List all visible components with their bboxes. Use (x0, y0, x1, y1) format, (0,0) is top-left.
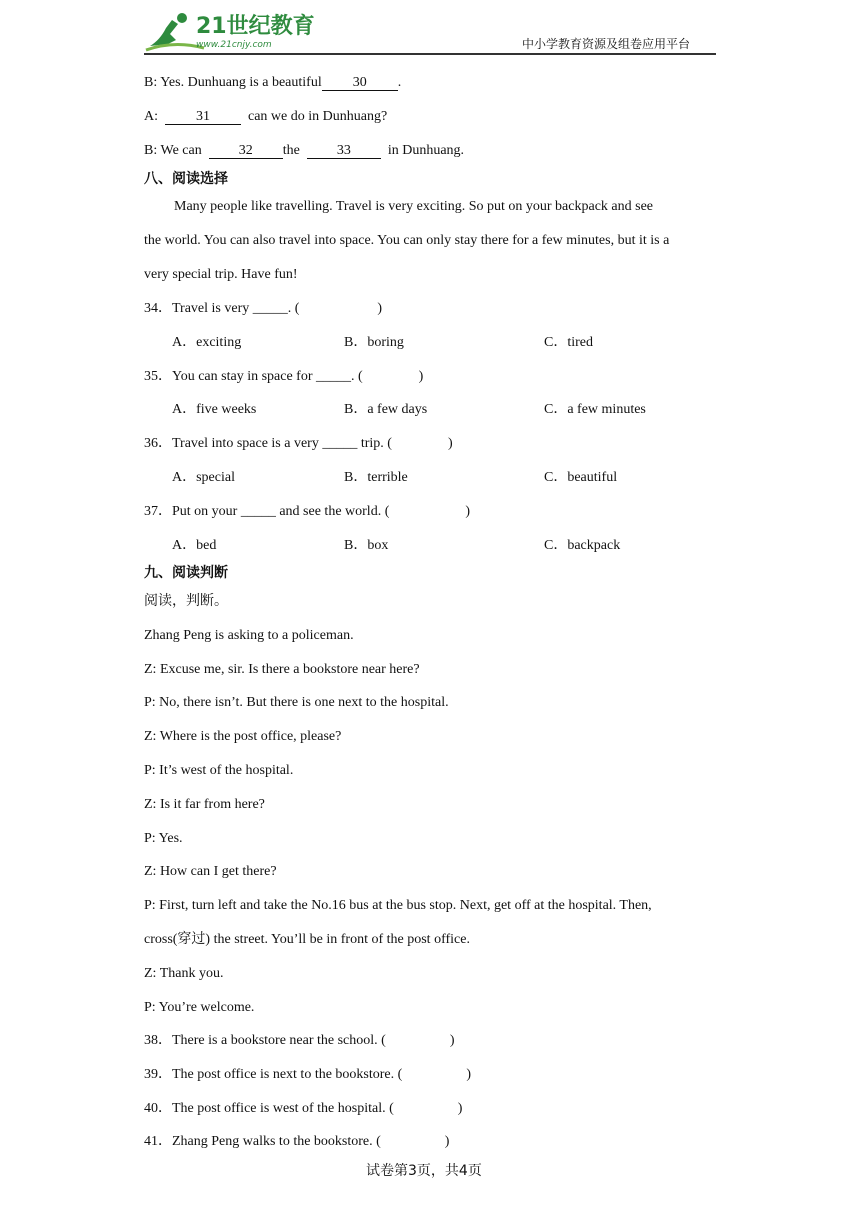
dialogue-line: P: It’s west of the hospital. (144, 763, 294, 778)
dialogue-line: cross(穿过) the street. You’ll be in front of the post office. (144, 932, 470, 947)
dialogue-line: P: No, there isn’t. But there is one next to the hospital. (144, 695, 449, 710)
q35-option-b[interactable]: B．a few days (344, 402, 428, 417)
dialogue-line: Z: Thank you. (144, 966, 224, 981)
dialogue-line: Z: How can I get there? (144, 864, 277, 879)
q37-option-c[interactable]: C．backpack (544, 538, 621, 553)
q37-option-a[interactable]: A．bed (172, 538, 217, 553)
q35-option-c[interactable]: C．a few minutes (544, 402, 646, 417)
dialogue-line-32-33: B: We can 32 the 33 in Dunhuang. (144, 143, 465, 158)
question-35: 35．You can stay in space for _____. ( ) (144, 369, 424, 384)
question-40: 40．The post office is west of the hospital. ( ) (144, 1101, 463, 1116)
passage-line-3: very special trip. Have fun! (144, 267, 298, 282)
question-38: 38．There is a bookstore near the school. ( ) (144, 1033, 455, 1048)
q36-option-c[interactable]: C．beautiful (544, 470, 618, 485)
dialogue-line: Z: Where is the post office, please? (144, 729, 342, 744)
page-footer: 试卷第3页，共4页 (366, 1163, 482, 1179)
section9-title: 九、阅读判断 (144, 565, 228, 581)
question-34: 34．Travel is very _____. ( ) (144, 301, 383, 316)
section8-title: 八、阅读选择 (144, 171, 228, 187)
question-41: 41．Zhang Peng walks to the bookstore. ( ) (144, 1134, 450, 1149)
header-rule (144, 53, 716, 55)
logo-text: 21世纪教育 (196, 14, 315, 39)
platform-label: 中小学教育资源及组卷应用平台 (522, 37, 691, 51)
question-39: 39．The post office is next to the bookstore. ( ) (144, 1067, 471, 1082)
logo-url: www.21cnjy.com (196, 40, 272, 50)
dialogue-line: Z: Excuse me, sir. Is there a bookstore near here? (144, 662, 420, 677)
runner-icon (150, 20, 178, 46)
blank-30[interactable]: 30 (322, 75, 398, 91)
dialogue-line: P: Yes. (144, 831, 183, 846)
q36-option-a[interactable]: A．special (172, 470, 235, 485)
blank-31[interactable]: 31 (165, 109, 241, 125)
passage-line-2: the world. You can also travel into space. You can only stay there for a few minutes, but it is a (144, 233, 670, 248)
dialogue-line: Zhang Peng is asking to a policeman. (144, 628, 354, 643)
dialogue-line-31: A: 31 can we do in Dunhuang? (144, 109, 388, 124)
section9-instruction: 阅读，判断。 (144, 593, 228, 609)
q34-option-b[interactable]: B．boring (344, 335, 404, 350)
dialogue-line: P: First, turn left and take the No.16 bus at the bus stop. Next, get off at the hospital. Then, (144, 898, 652, 913)
blank-33[interactable]: 33 (307, 143, 381, 159)
dialogue-line: Z: Is it far from here? (144, 797, 265, 812)
q36-option-b[interactable]: B．terrible (344, 470, 408, 485)
question-36: 36．Travel into space is a very _____ trip. ( ) (144, 436, 453, 451)
dialogue-line: P: You’re welcome. (144, 1000, 255, 1015)
q34-option-c[interactable]: C．tired (544, 335, 593, 350)
question-37: 37．Put on your _____ and see the world. ( ) (144, 504, 471, 519)
passage-line-1: Many people like travelling. Travel is very exciting. So put on your backpack and see (174, 199, 654, 214)
q37-option-b[interactable]: B．box (344, 538, 389, 553)
blank-32[interactable]: 32 (209, 143, 283, 159)
q34-option-a[interactable]: A．exciting (172, 335, 242, 350)
q35-option-a[interactable]: A．five weeks (172, 402, 257, 417)
dialogue-line-30: B: Yes. Dunhuang is a beautiful 30 . (144, 75, 402, 90)
